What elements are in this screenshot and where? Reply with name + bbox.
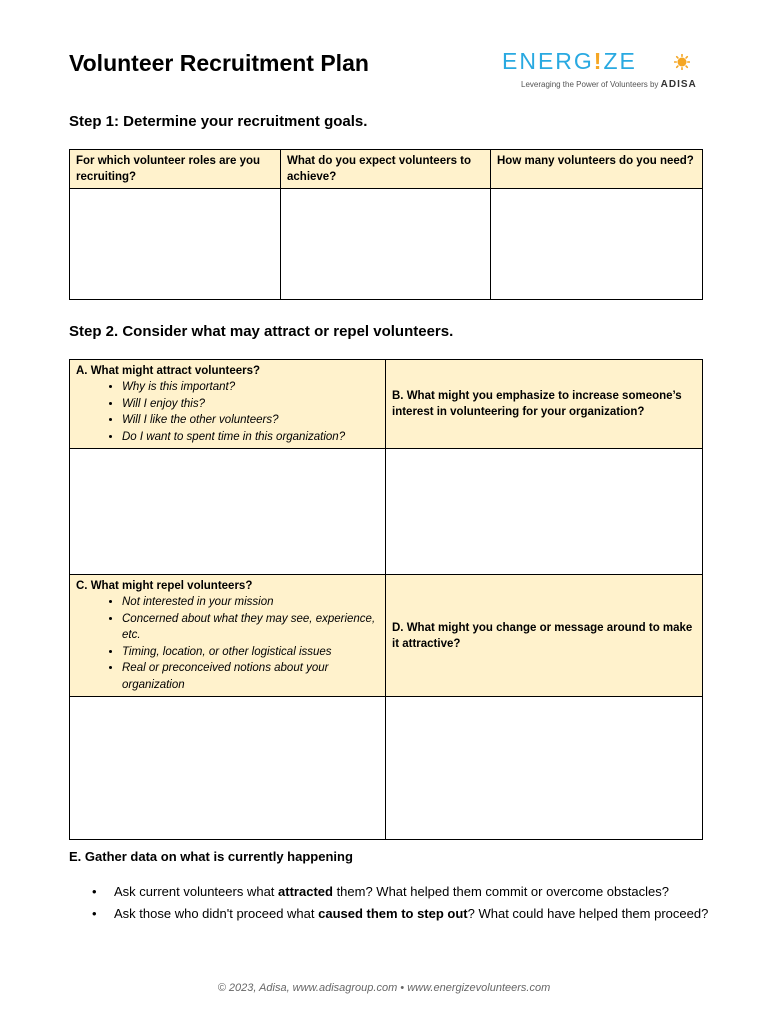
logo-tagline: Leveraging the Power of Volunteers by ADISA bbox=[521, 79, 697, 90]
attract-label: A. What might attract volunteers? bbox=[76, 365, 261, 377]
page-title: Volunteer Recruitment Plan bbox=[69, 50, 369, 76]
count-answer-cell[interactable] bbox=[491, 189, 703, 300]
logo-wordmark: ENERG!ZE bbox=[502, 48, 637, 74]
change-answer-cell[interactable] bbox=[386, 697, 703, 840]
emphasize-header-cell: B. What might you emphasize to increase someone’s interest in volunteering for your organization? bbox=[386, 360, 703, 449]
section-e-heading: E. Gather data on what is currently happening bbox=[69, 849, 353, 864]
list-item: • Ask current volunteers what attracted them? What helped them commit or overcome obstacles? bbox=[114, 881, 724, 903]
step1-table bbox=[69, 149, 703, 300]
repel-answer-cell[interactable] bbox=[70, 697, 386, 840]
energize-logo bbox=[502, 48, 702, 92]
sun-icon bbox=[674, 54, 690, 70]
achieve-column-header: What do you expect volunteers to achieve? bbox=[281, 150, 491, 189]
count-column-header: How many volunteers do you need? bbox=[491, 150, 703, 189]
roles-answer-cell[interactable] bbox=[70, 189, 281, 300]
attract-header-cell bbox=[70, 360, 386, 449]
section-e-list bbox=[92, 881, 724, 925]
list-item: • Why is this important? bbox=[122, 379, 379, 396]
repel-label: C. What might repel volunteers? bbox=[76, 580, 253, 592]
achieve-answer-cell[interactable] bbox=[281, 189, 491, 300]
list-item: • Not interested in your mission bbox=[122, 594, 379, 611]
list-item: • Will I like the other volunteers? bbox=[122, 412, 379, 429]
list-item: • Concerned about what they may see, experience, etc. bbox=[122, 611, 379, 644]
list-item: • Timing, location, or other logistical issues bbox=[122, 644, 379, 661]
list-item: • Real or preconceived notions about your organization bbox=[122, 660, 379, 693]
repel-reasons bbox=[76, 594, 379, 693]
step2-heading: Step 2. Consider what may attract or repel volunteers. bbox=[69, 323, 454, 340]
roles-column-header: For which volunteer roles are you recruiting? bbox=[70, 150, 281, 189]
change-header-cell: D. What might you change or message around to make it attractive? bbox=[386, 575, 703, 697]
attract-questions bbox=[76, 379, 379, 445]
page-footer: © 2023, Adisa, www.adisagroup.com • www.energizevolunteers.com bbox=[217, 982, 551, 994]
repel-header-cell bbox=[70, 575, 386, 697]
list-item: • Do I want to spent time in this organization? bbox=[122, 429, 379, 446]
emphasize-answer-cell[interactable] bbox=[386, 449, 703, 575]
attract-answer-cell[interactable] bbox=[70, 449, 386, 575]
step1-heading: Step 1: Determine your recruitment goals. bbox=[69, 113, 368, 130]
list-item: • Ask those who didn't proceed what caused them to step out? What could have helped them proceed? bbox=[114, 903, 724, 925]
step2-table bbox=[69, 359, 703, 840]
list-item: • Will I enjoy this? bbox=[122, 396, 379, 413]
